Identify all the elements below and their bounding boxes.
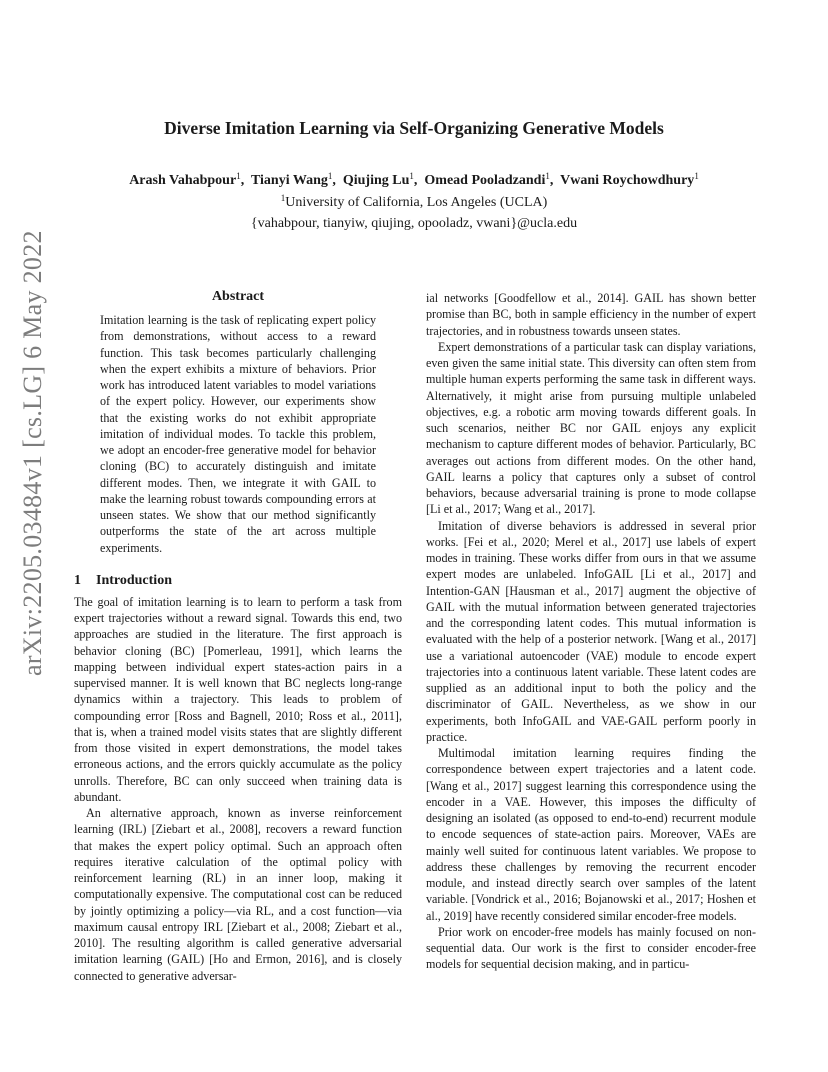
section-title: Introduction — [96, 572, 172, 588]
body-paragraph: Expert demonstrations of a particular task can display variations, even given the same initial state. This diversity can often stem from multiple human experts performing the same task in different ways. Alternatively, it might arise from pursuing multiple unlabeled objectives, e.g. a robotic arm moving towards different goals. In such scenarios, neither BC nor GAIL enjoys any explicit mechanism to capture different modes of behavior. Particularly, BC averages out actions from different modes. On the other hand, GAIL learns a policy that captures only a subset of control behaviors, because adversarial training is prone to mode collapse [Li et al., 2017; Wang et al., 2017]. — [426, 339, 756, 517]
abstract-body: Imitation learning is the task of replicating expert policy from demonstrations, without access to a reward function. This task becomes particularly challenging when the expert exhibits a mixture of behaviors. Prior work has introduced latent variables to model variations of the expert policy. However, our experiments show that the existing works do not exhibit appropriate imitation of individual modes. To tackle this problem, we adopt an encoder-free generative model for behavior cloning (BC) to accurately distinguish and imitate different modes. Then, we integrate it with GAIL to make the learning robust towards compounding errors at unseen states. We show that our method significantly outperforms the state of the art across multiple experiments. — [100, 313, 376, 555]
author-affiliation-mark: 1 — [327, 171, 333, 181]
author-emails: {vahabpour, tianyiw, qiujing, opooladz, vwani}@ucla.edu — [250, 216, 578, 231]
author-affiliation-mark: 1 — [409, 171, 414, 181]
author-affiliation-mark: 1 — [694, 171, 699, 181]
affiliation-text: University of California, Los Angeles (UCLA) — [285, 195, 548, 210]
author-name: Tianyi Wang — [250, 173, 328, 188]
author-affiliation — [0, 195, 828, 211]
author-list: Arash Vahabpour$^1$, Tianyi Wang$^1$, Qiujing Lu$^1$, Omead Pooladzandi$^1$, Vwani Roychowdhury$^1$ — [129, 171, 699, 188]
author-name: Vwani Roychowdhury — [560, 173, 695, 188]
author-name: Qiujing Lu — [342, 173, 410, 188]
right-column — [426, 290, 756, 973]
author-name: Omead Pooladzandi — [424, 173, 546, 188]
author-affiliation-mark: 1 — [236, 171, 241, 181]
body-paragraph: Imitation of diverse behaviors is addressed in several prior works. [Fei et al., 2020; Merel et al., 2017] use labels of expert modes in training. These works differ from ours in that we assume expert modes are unlabeled. InfoGAIL [Li et al., 2017] and Intention-GAN [Hausman et al., 2017] augment the objective of GAIL with the mutual information between generated trajectories and the corresponding latent codes. This mutual information is evaluated with the help of a posterior network. [Wang et al., 2017] use a variational autoencoder (VAE) module to encode expert trajectories into a continuous latent variable. These latent codes are supplied as an additional input to both the policy and the discriminator of GAIL. Nevertheless, as we show in our experiments, both InfoGAIL and VAE-GAIL perform poorly in practice. — [426, 518, 756, 744]
body-paragraph: An alternative approach, known as inverse reinforcement learning (IRL) [Ziebart et al., 2008], recovers a reward function that makes the expert policy optimal. Such an approach often requires iterative calculation of the optimal policy with reinforcement learning (RL) in an inner loop, making it computationally expensive. The computational cost can be reduced by jointly optimizing a policy—via RL, and a cost function—via maximum causal entropy IRL [Ziebart et al., 2008; Ziebart et al., 2010]. The resulting algorithm is called generative adversarial imitation learning (GAIL) [Ho and Ermon, 2016], and is closely connected to generative adversar- — [74, 806, 402, 983]
left-column — [74, 288, 402, 984]
paper-title: Diverse Imitation Learning via Self-Organizing Generative Models — [164, 118, 664, 138]
section-heading-introduction — [74, 572, 402, 590]
author-name: Arash Vahabpour — [129, 173, 237, 188]
body-paragraph: Multimodal imitation learning requires finding the correspondence between expert trajectories and a latent code. [Wang et al., 2017] suggest learning this correspondence using the encoder in a VAE. However, this imposes the difficulty of designing an isolated (as opposed to end-to-end) recurrent module to encode sequences of state-action pairs. Moreover, VAEs are mainly well suited for continuous latent variables. We propose to address these challenges by removing the recurrent encoder module, and instead directly search over samples of the latent variable. [Vondrick et al., 2016; Bojanowski et al., 2017; Hoshen et al., 2019] have recently considered similar encoder-free models. — [426, 746, 756, 923]
body-paragraph: ial networks [Goodfellow et al., 2014]. GAIL has shown better promise than BC, both in sample efficiency in the number of expert trajectories, and in robustness towards unseen states. — [426, 291, 756, 338]
affiliation-mark: 1 — [280, 193, 286, 203]
arxiv-identifier-stamp: arXiv:2205.03484v1 [cs.LG] 6 May 2022 — [18, 230, 47, 676]
abstract-heading: Abstract — [211, 289, 265, 304]
body-paragraph: Prior work on encoder-free models has mainly focused on non-sequential data. Our work is the first to consider encoder-free models for sequential decision making, and in particu- — [426, 924, 756, 972]
author-affiliation-mark: 1 — [545, 171, 550, 181]
section-number: 1 — [74, 572, 81, 588]
body-paragraph: The goal of imitation learning is to learn to perform a task from expert trajectories without a reward signal. Towards this end, two approaches are studied in the literature. The first approach is behavior cloning (BC) [Pomerleau, 1991], which learns the mapping between individual expert states-action pairs in a supervised manner. It is well known that BC neglects long-range dynamics within a trajectory. This leads to problem of compounding error [Ross and Bagnell, 2010; Ross et al., 2011], that is, when a trained model visits states that are slightly different from those visited in expert demonstrations, the model takes erroneous actions, and the errors quickly accumulate as the policy unrolls. Therefore, BC can only succeed when training data is abundant. — [74, 594, 402, 804]
